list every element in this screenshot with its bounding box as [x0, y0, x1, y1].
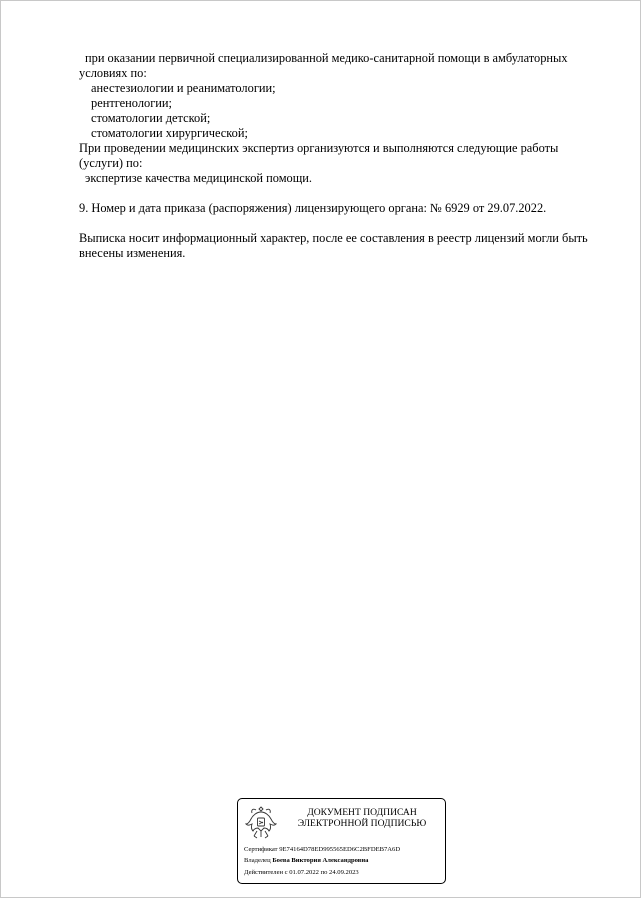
disclaimer-line: Выписка носит информационный характер, после ее составления в реестр лицензий могли быть — [79, 231, 588, 245]
document-body — [79, 51, 609, 261]
list-item: анестезиологии и реаниматологии; — [91, 81, 276, 95]
coat-of-arms-icon — [244, 804, 278, 842]
list-item: стоматологии детской; — [91, 111, 211, 125]
text-line: При проведении медицинских экспертиз организуются и выполняются следующие работы — [79, 141, 559, 155]
owner-line: Владелец Боева Виктория Александровна — [244, 857, 369, 864]
disclaimer-line: внесены изменения. — [79, 246, 186, 260]
signature-stamp — [237, 798, 446, 884]
list-item: стоматологии хирургической; — [91, 126, 248, 140]
text-line: (услуги) по: — [79, 156, 143, 170]
text-line: при оказании первичной специализированной медико-санитарной помощи в амбулаторных — [85, 51, 568, 65]
text-line: условиях по: — [79, 66, 147, 80]
list-item: рентгенологии; — [91, 96, 172, 110]
validity-line: Действителен с 01.07.2022 по 24.09.2023 — [244, 869, 359, 876]
certificate-line: Сертификат 9E74164D78ED995565ED6C2BFDEB7A6D — [244, 846, 401, 853]
order-number-line: 9. Номер и дата приказа (распоряжения) лицензирующего органа: № 6929 от 29.07.2022. — [79, 201, 547, 215]
list-item: экспертизе качества медицинской помощи. — [85, 171, 313, 185]
stamp-title: ДОКУМЕНТ ПОДПИСАН ЭЛЕКТРОННОЙ ПОДПИСЬЮ — [297, 807, 427, 829]
